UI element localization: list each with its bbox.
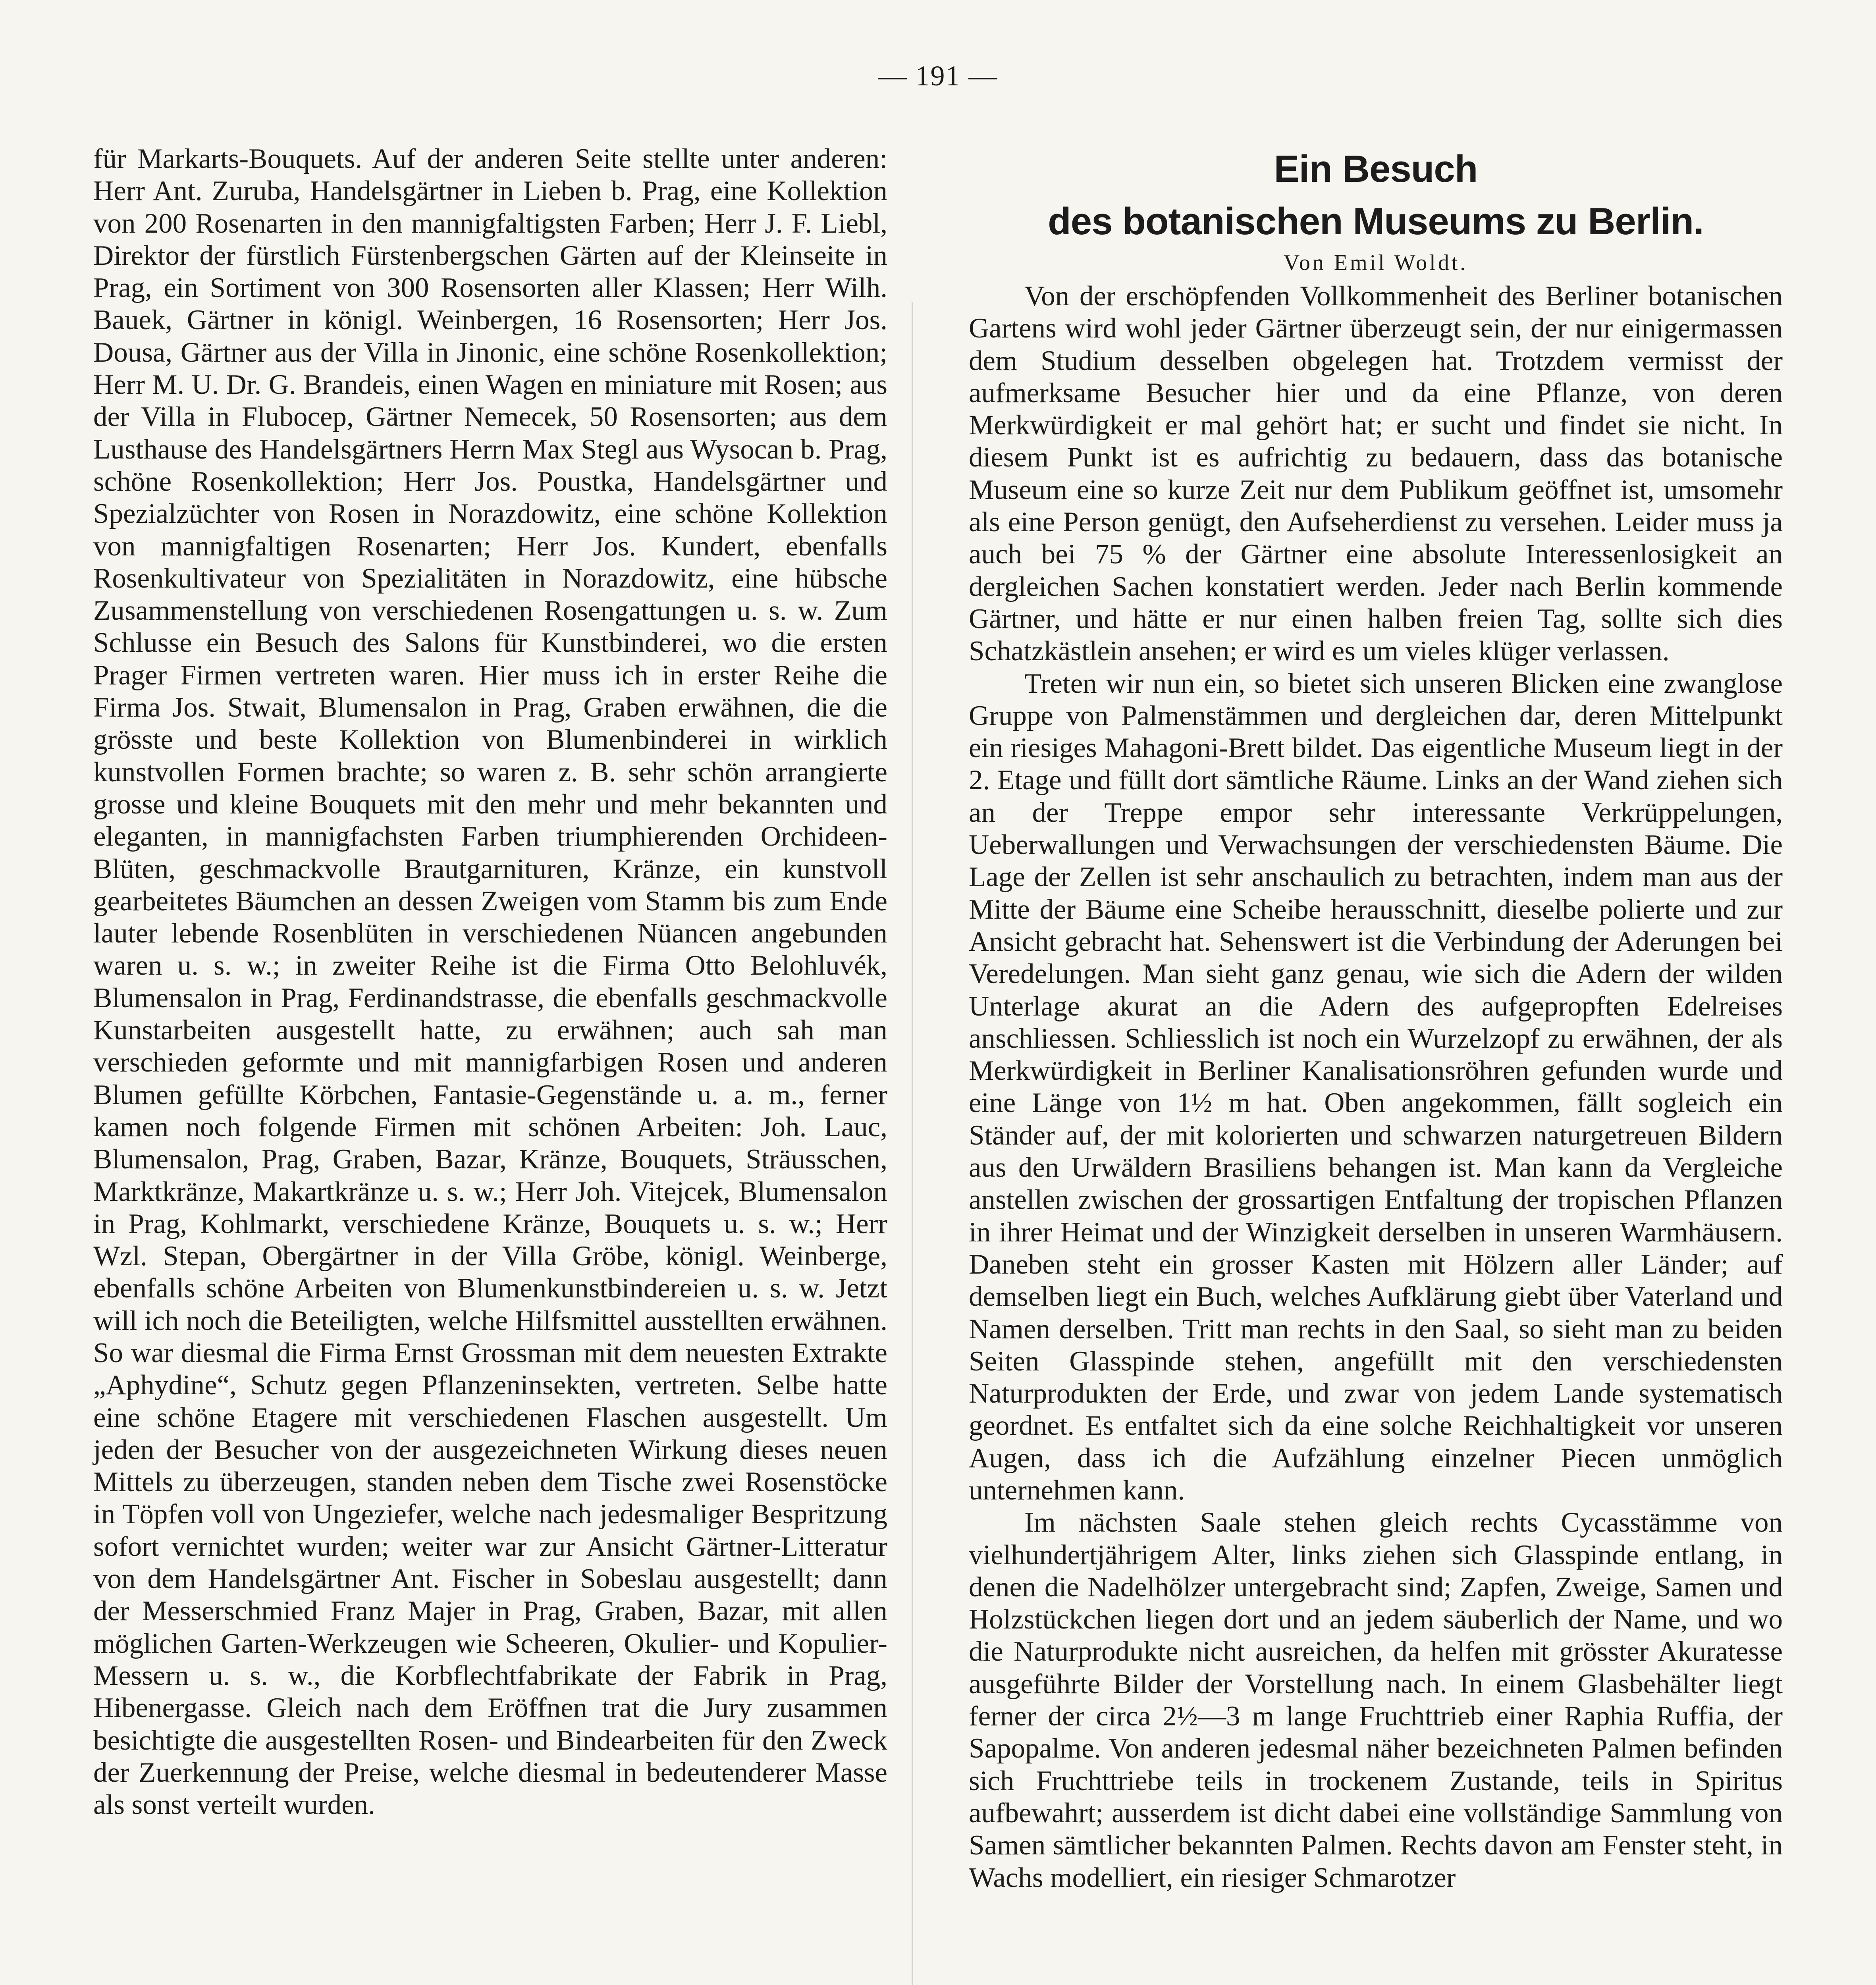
right-paragraph-3: Im nächsten Saale stehen gleich rechts Cycasstämme von vielhundertjährigem Alter, links ziehen sich Glasspinde entlang, in denen die Nadelhölzer untergebracht sind; Zapfen, Zweige, Samen und Holzstückchen liegen dort und an jedem säuberlich der Name, und wo die Naturprodukte nicht ausreichen, da helfen mit grösster Akuratesse ausgeführte Bilder der Vorstellung nach. In einem Glasbehälter liegt ferner der circa 2½—3 m lange Fruchttrieb einer Raphia Ruffia, der Sapopalme. Von anderen jedesmal näher bezeichneten Palmen befinden sich Fruchttriebe teils in trockenem Zustande, teils in Spiritus aufbewahrt; ausserdem ist dicht dabei eine vollständige Sammlung von Samen sämtlicher bekannten Palmen. Rechts davon am Fenster steht, in Wachs modelliert, ein riesiger Schmarotzer <box>969 1507 1783 1893</box>
right-paragraph-2: Treten wir nun ein, so bietet sich unseren Blicken eine zwanglose Gruppe von Palmenstämmen und dergleichen dar, deren Mittelpunkt ein riesiges Mahagoni-Brett bildet. Das eigentliche Museum liegt in der 2. Etage und füllt dort sämtliche Räume. Links an der Wand ziehen sich an der Treppe empor sehr interessante Verkrüppelungen, Ueberwallungen und Verwachsungen der verschiedensten Bäume. Die Lage der Zellen ist sehr anschaulich zu betrachten, indem man aus der Mitte der Bäume eine Scheibe herausschnitt, dieselbe polierte und zur Ansicht gebracht hat. Sehenswert ist die Verbindung der Aderungen bei Veredelungen. Man sieht ganz genau, wie sich die Adern der wilden Unterlage akurat an die Adern des aufgepropften Edelreises anschliessen. Schliesslich ist noch ein Wurzelzopf zu erwähnen, der als Merkwürdigkeit in Berliner Kanalisationsröhren gefunden wurde und eine Länge von 1½ m hat. Oben angekommen, fällt sogleich ein Ständer auf, der mit kolorierten und schwarzen naturgetreuen Bildern aus den Urwäldern Brasiliens behangen ist. Man kann da Vergleiche anstellen zwischen der grossartigen Entfaltung der tropischen Pflanzen in ihrer Heimat und der Winzigkeit derselben in unseren Warmhäusern. Daneben steht ein grosser Kasten mit Hölzern aller Länder; auf demselben liegt ein Buch, welches Aufklärung giebt über Vaterland und Namen derselben. Tritt man rechts in den Saal, so sieht man zu beiden Seiten Glasspinde stehen, angefüllt mit den verschiedensten Naturprodukten der Erde, und zwar von jedem Lande systematisch geordnet. Es entfaltet sich da eine solche Reichhaltigkeit vor unseren Augen, dass ich die Aufzählung einzelner Piecen unmöglich unternehmen kann. <box>969 668 1783 1506</box>
left-paragraph: für Markarts-Bouquets. Auf der anderen Seite stellte unter anderen: Herr Ant. Zuruba, Handelsgärtner in Lieben b. Prag, eine Kollektion von 200 Rosenarten in den mannigfaltigsten Farben; Herr J. F. Liebl, Direktor der fürstlich Fürstenbergschen Gärten auf der Kleinseite in Prag, ein Sortiment von 300 Rosensorten aller Klassen; Herr Wilh. Bauek, Gärtner in königl. Weinbergen, 16 Rosensorten; Herr Jos. Dousa, Gärtner aus der Villa in Jinonic, eine schöne Rosenkollektion; Herr M. U. Dr. G. Brandeis, einen Wagen en miniature mit Rosen; aus der Villa in Flubocep, Gärtner Nemecek, 50 Rosensorten; aus dem Lusthause des Handelsgärtners Herrn Max Stegl aus Wysocan b. Prag, schöne Rosenkollektion; Herr Jos. Poustka, Handelsgärtner und Spezialzüchter von Rosen in Norazdowitz, eine schöne Kollektion von mannigfaltigen Rosenarten; Herr Jos. Kundert, ebenfalls Rosenkultivateur von Spezialitäten in Norazdowitz, eine hübsche Zusammenstellung von verschiedenen Rosengattungen u. s. w. Zum Schlusse ein Besuch des Salons für Kunstbinderei, wo die ersten Prager Firmen vertreten waren. Hier muss ich in erster Reihe die Firma Jos. Stwait, Blumensalon in Prag, Graben erwähnen, die die grösste und beste Kollektion von Blumenbinderei in wirklich kunstvollen Formen brachte; so waren z. B. sehr schön arrangierte grosse und kleine Bouquets mit den mehr und mehr bekannten und eleganten, in mannigfachsten Farben triumphierenden Orchideen-Blüten, geschmackvolle Brautgarnituren, Kränze, ein kunstvoll gearbeitetes Bäumchen an dessen Zweigen vom Stamm bis zum Ende lauter lebende Rosenblüten in verschiedenen Nüancen angebunden waren u. s. w.; in zweiter Reihe ist die Firma Otto Belohluvék, Blumensalon in Prag, Ferdinandstrasse, die ebenfalls geschmackvolle Kunstarbeiten ausgestellt hatte, zu erwähnen; auch sah man verschieden geformte und mit mannigfarbigen Rosen und anderen Blumen gefüllte Körbchen, Fantasie-Gegenstände u. a. m., ferner kamen noch folgende Firmen mit schönen Arbeiten: Joh. Lauc, Blumensalon, Prag, Graben, Bazar, Kränze, Bouquets, Sträusschen, Marktkränze, Makartkränze u. s. w.; Herr Joh. Vitejcek, Blumensalon in Prag, Kohlmarkt, verschiedene Kränze, Bouquets u. s. w.; Herr Wzl. Stepan, Obergärtner in der Villa Gröbe, königl. Weinberge, ebenfalls schöne Arbeiten von Blumenkunstbindereien u. s. w. Jetzt will ich noch die Beteiligten, welche Hilfsmittel ausstellten erwähnen. So war diesmal die Firma Ernst Grossman mit dem neuesten Extrakte „Aphydine“, Schutz gegen Pflanzeninsekten, vertreten. Selbe hatte eine schöne Etagere mit verschiedenen Flaschen ausgestellt. Um jeden der Besucher von der ausgezeichneten Wirkung dieses neuen Mittels zu überzeugen, standen neben dem Tische zwei Rosenstöcke in Töpfen voll von Ungeziefer, welche nach jedesmaliger Bespritzung sofort vernichtet wurden; weiter war zur Ansicht Gärtner-Litteratur von dem Handelsgärtner Ant. Fischer in Sobeslau ausgestellt; dann der Messerschmied Franz Majer in Prag, Graben, Bazar, mit allen möglichen Garten-Werkzeugen wie Scheeren, Okulier- und Kopulier-Messern u. s. w., die Korbflechtfabrikate der Fabrik in Prag, Hibenergasse. Gleich nach dem Eröffnen trat die Jury zusammen besichtigte die ausgestellten Rosen- und Bindearbeiten für den Zweck der Zuerkennung der Preise, welche diesmal in bedeutenderer Masse als sonst verteilt wurden. <box>93 143 887 1821</box>
article-title-line-1: Ein Besuch <box>1274 148 1478 190</box>
right-paragraph-1: Von der erschöpfenden Vollkommenheit des Berliner botanischen Gartens wird wohl jeder Gärtner überzeugt sein, der nur einigermassen dem Studium desselben obgelegen hat. Trotzdem vermisst der aufmerksame Besucher hier und da eine Pflanze, von deren Merkwürdigkeit er mal gehört hat; er sucht und findet sie nicht. In diesem Punkt ist es aufrichtig zu bedauern, dass das botanische Museum eine so kurze Zeit nur dem Publikum geöffnet ist, umsomehr als eine Person genügt, den Aufseherdienst zu versehen. Leider muss ja auch bei 75 % der Gärtner eine absolute Interessenlosigkeit an dergleichen Sachen konstatiert werden. Jeder nach Berlin kommende Gärtner, und hätte er nur einen halben freien Tag, sollte sich dies Schatzkästlein ansehen; er wird es um vieles klüger verlassen. <box>969 281 1783 667</box>
article-author: Von Emil Woldt. <box>1283 251 1468 275</box>
column-divider <box>912 302 913 1985</box>
left-column <box>93 143 887 1821</box>
page-number: — 191 — <box>878 60 998 92</box>
right-column <box>969 143 1783 1894</box>
article-title-line-2: des botanischen Museums zu Berlin. <box>1048 200 1704 243</box>
article-title <box>969 143 1783 248</box>
